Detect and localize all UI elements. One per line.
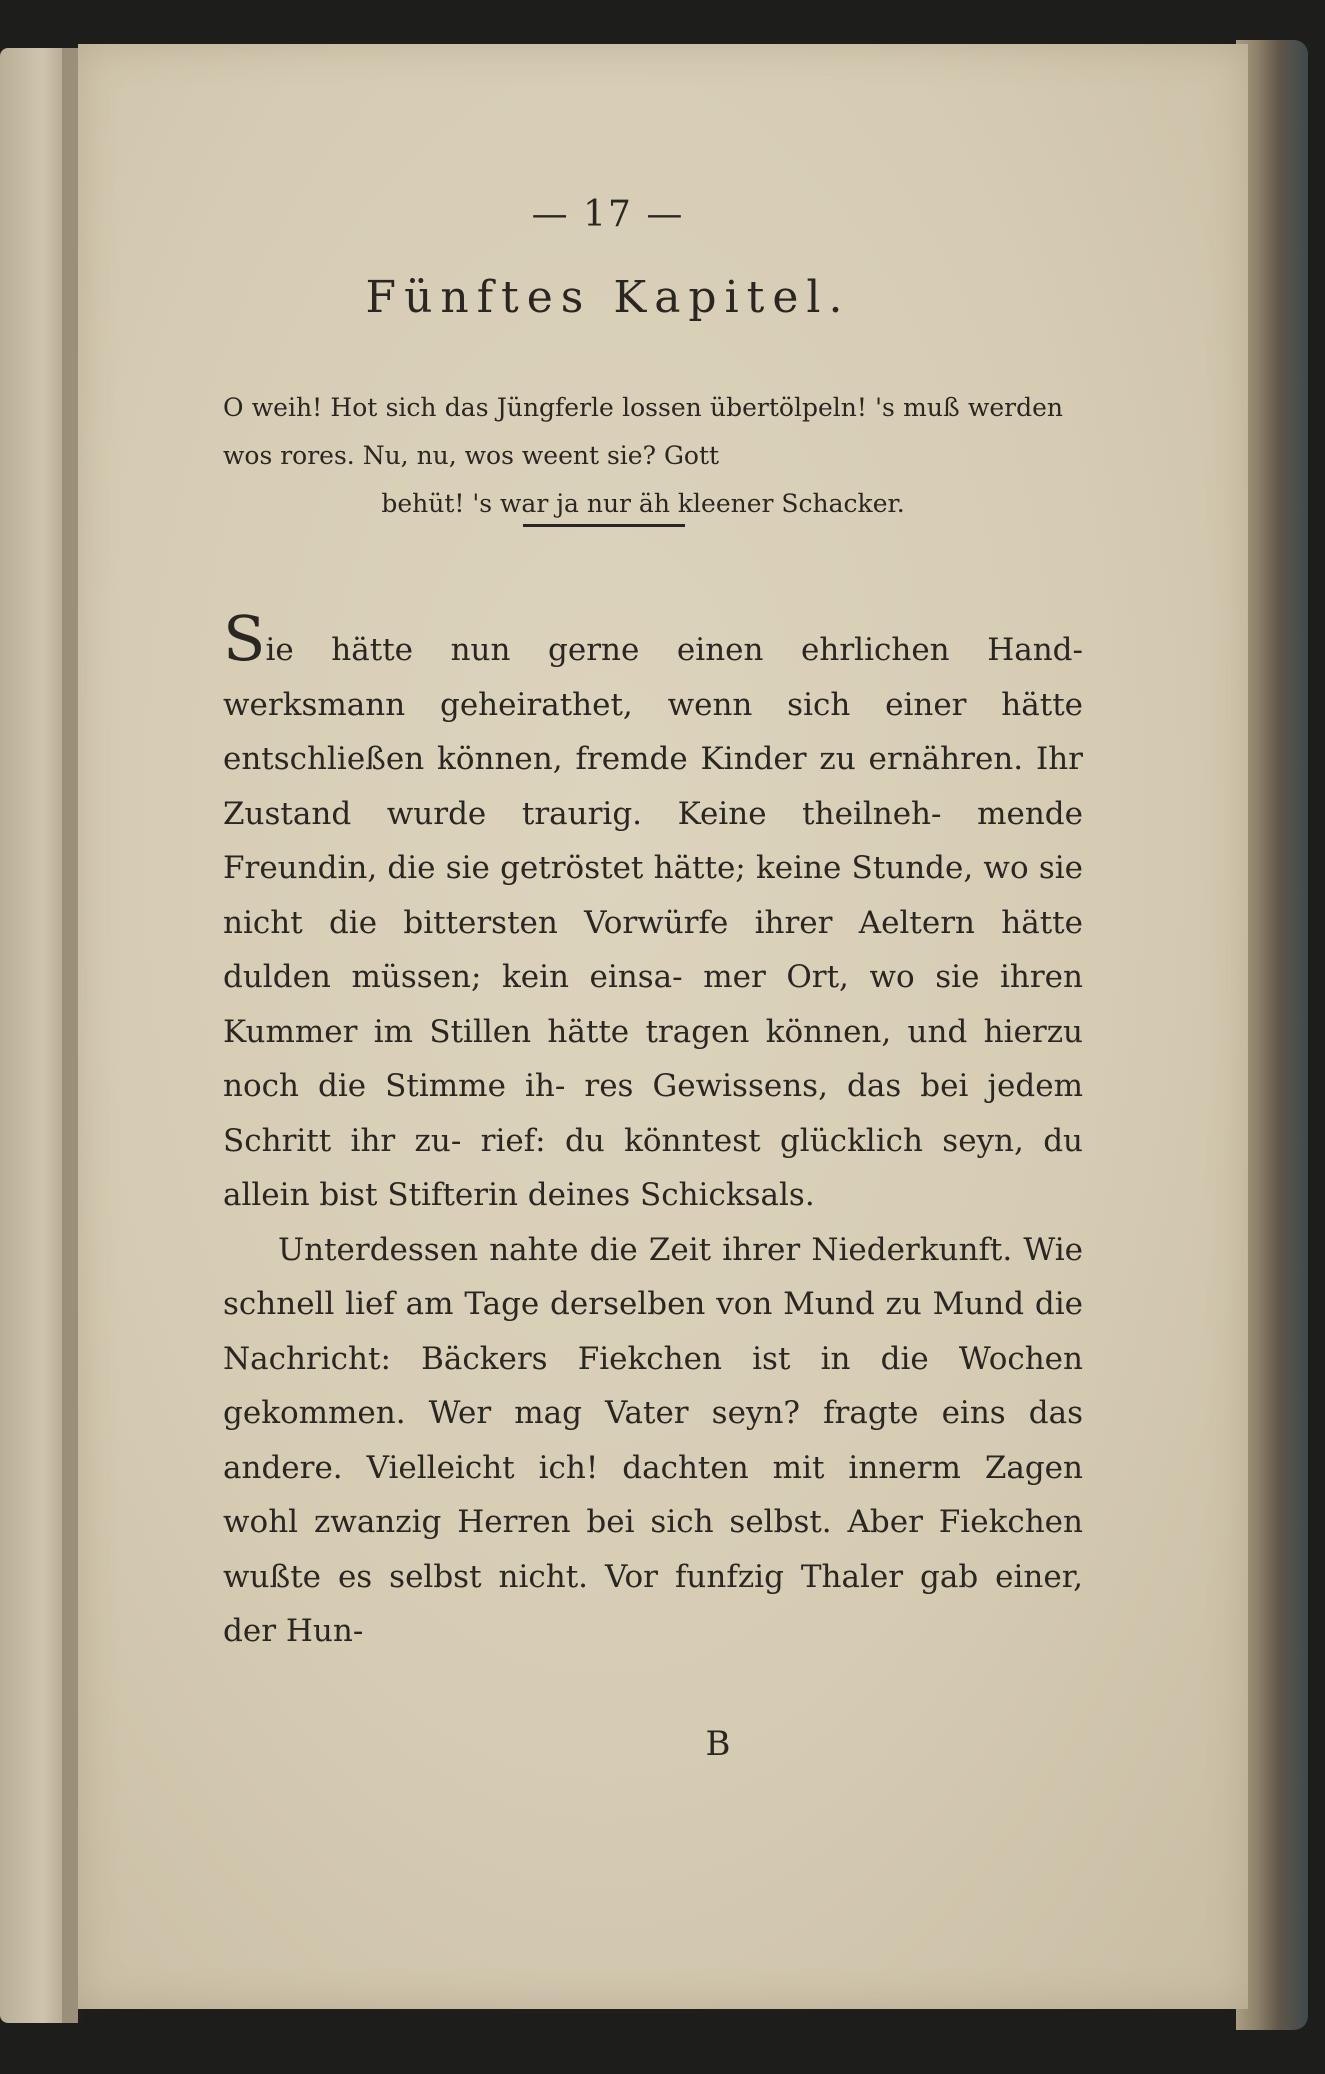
paragraph-1-text: ie hätte nun gerne einen ehrlichen Hand- werksmann geheirathet, wenn sich einer hätte entschließen können, fremde Kinder zu ernähren. Ihr Zustand wurde traurig. Keine theilneh- mende Freundin, die sie getröstet hätte; keine Stunde, wo sie nicht die bittersten Vorwürfe ihrer Aeltern hätte dulden müssen; kein einsa- mer Ort, wo sie ihren Kummer im Stillen hätte tragen können, und hierzu noch die Stimme ih- res Gewissens, das bei jedem Schritt ihr zu- rief: du könntest glücklich seyn, du allein bist Stifterin deines Schicksals.	[223, 632, 1083, 1213]
chapter-title: Fünftes Kapitel.	[365, 272, 851, 323]
page-number: — 17 —	[531, 194, 685, 235]
paragraph-2: Unterdessen nahte die Zeit ihrer Niederkunft. Wie schnell lief am Tage derselben von Mund zu Mund die Nachricht: Bäckers Fiekchen ist in die Wochen gekommen. Wer mag Vater seyn? fragte eins das andere. Vielleicht ich! dachten mit innerm Zagen wohl zwanzig Herren bei sich selbst. Aber Fiekchen wußte es selbst nicht. Vor funfzig Thaler gab einer, der Hun-	[223, 1231, 1083, 1649]
body-text	[223, 602, 1083, 1659]
drop-cap: S	[223, 602, 266, 675]
motto-line-1: O weih! Hot sich das Jüngferle lossen übertölpeln! 's muß werden wos rores. Nu, nu, wos weent sie? Gott	[223, 393, 1063, 470]
book-page	[78, 44, 1248, 2009]
paragraph-1	[223, 602, 1083, 1223]
section-rule	[523, 524, 685, 527]
page-content	[78, 44, 1248, 2009]
signature-mark: B	[705, 1724, 731, 1764]
chapter-motto	[223, 384, 1063, 528]
motto-line-2: behüt! 's war ja nur äh kleener Schacker.	[381, 489, 905, 518]
